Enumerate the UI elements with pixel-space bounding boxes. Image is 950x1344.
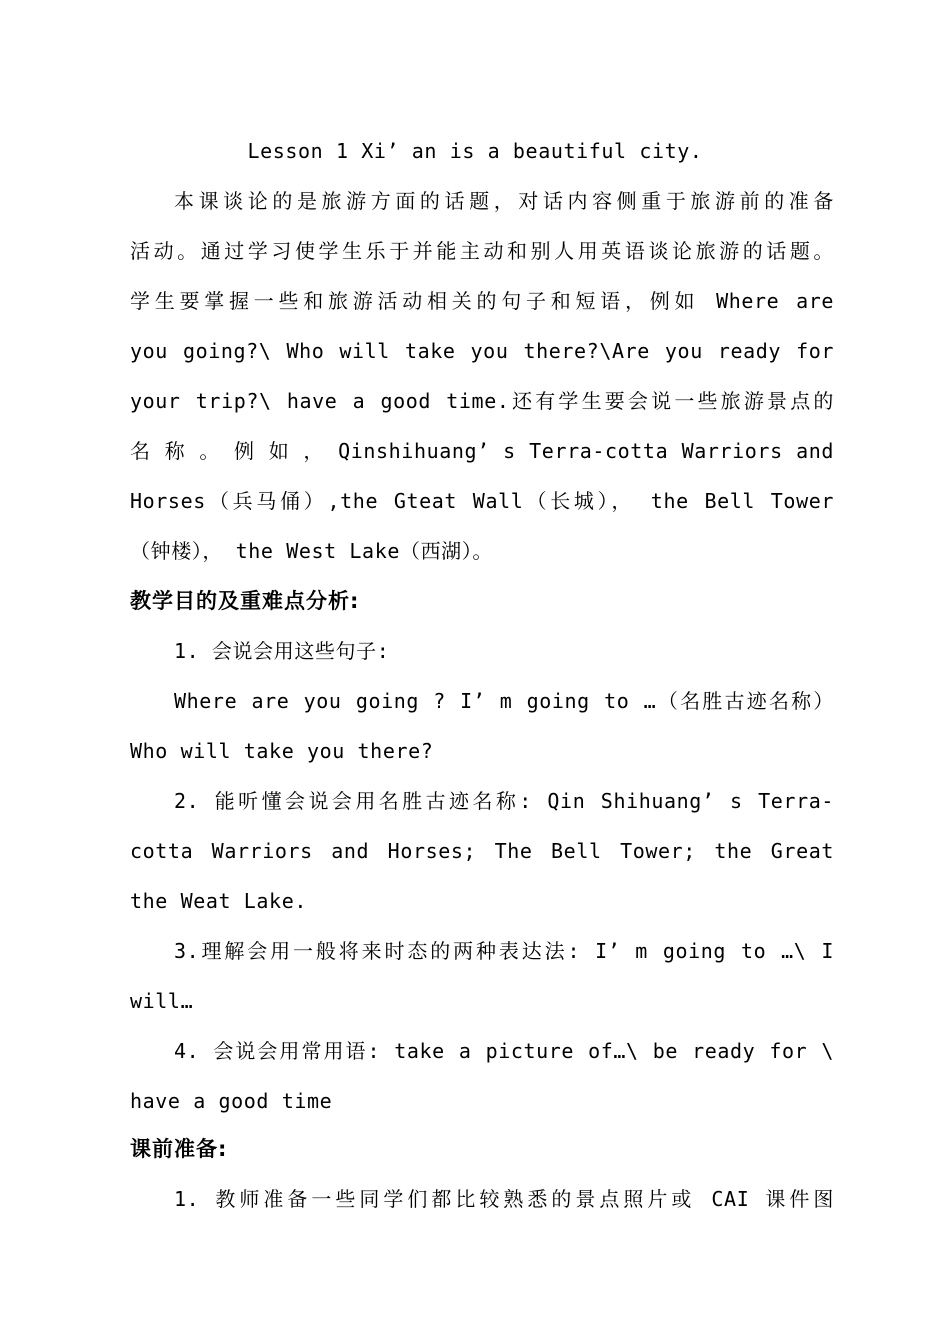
objective-line: have a good time [130, 1089, 333, 1113]
objective-line: 2. 能听懂会说会用名胜古迹名称: Qin Shihuang’ s Terra- [174, 789, 834, 813]
objective-line: 3.理解会用一般将来时态的两种表达法: I’ m going to …\ I [174, 939, 834, 963]
intro-line: you going?\ Who will take you there?\Are you ready for [130, 339, 834, 363]
intro-line: （钟楼）， the West Lake（西湖）。 [130, 539, 493, 563]
intro-line: 本课谈论的是旅游方面的话题，对话内容侧重于旅游前的准备 [174, 189, 834, 213]
objective-line: 4. 会说会用常用语: take a picture of…\ be ready for \ [174, 1039, 834, 1063]
objective-line: Where are you going ? I’ m going to …（名胜古迹名称） [174, 689, 834, 713]
intro-line: 学生要掌握一些和旅游活动相关的句子和短语，例如 Where are [130, 289, 834, 313]
objective-line: 1. 会说会用这些句子: [174, 639, 390, 663]
objective-line: cotta Warriors and Horses; The Bell Tower; the Great [130, 839, 834, 863]
preparation-heading: 课前准备: [130, 1137, 228, 1161]
objectives-heading: 教学目的及重难点分析: [130, 589, 360, 613]
objective-line: Who will take you there? [130, 739, 434, 763]
lesson-title: Lesson 1 Xi’ an is a beautiful city. [247, 139, 703, 163]
intro-line: your trip?\ have a good time.还有学生要会说一些旅游景点的 [130, 389, 834, 413]
intro-line: 名 称 。 例 如 ， Qinshihuang’ s Terra-cotta Warriors and [130, 439, 834, 463]
objective-line: will… [130, 989, 194, 1013]
preparation-line: 1. 教师准备一些同学们都比较熟悉的景点照片或 CAI 课件图 [174, 1187, 834, 1211]
intro-line: Horses（兵马俑）,the Gteat Wall（长城）， the Bell Tower [130, 489, 834, 513]
intro-line: 活动。通过学习使学生乐于并能主动和别人用英语谈论旅游的话题。 [130, 239, 834, 263]
objective-line: the Weat Lake. [130, 889, 307, 913]
